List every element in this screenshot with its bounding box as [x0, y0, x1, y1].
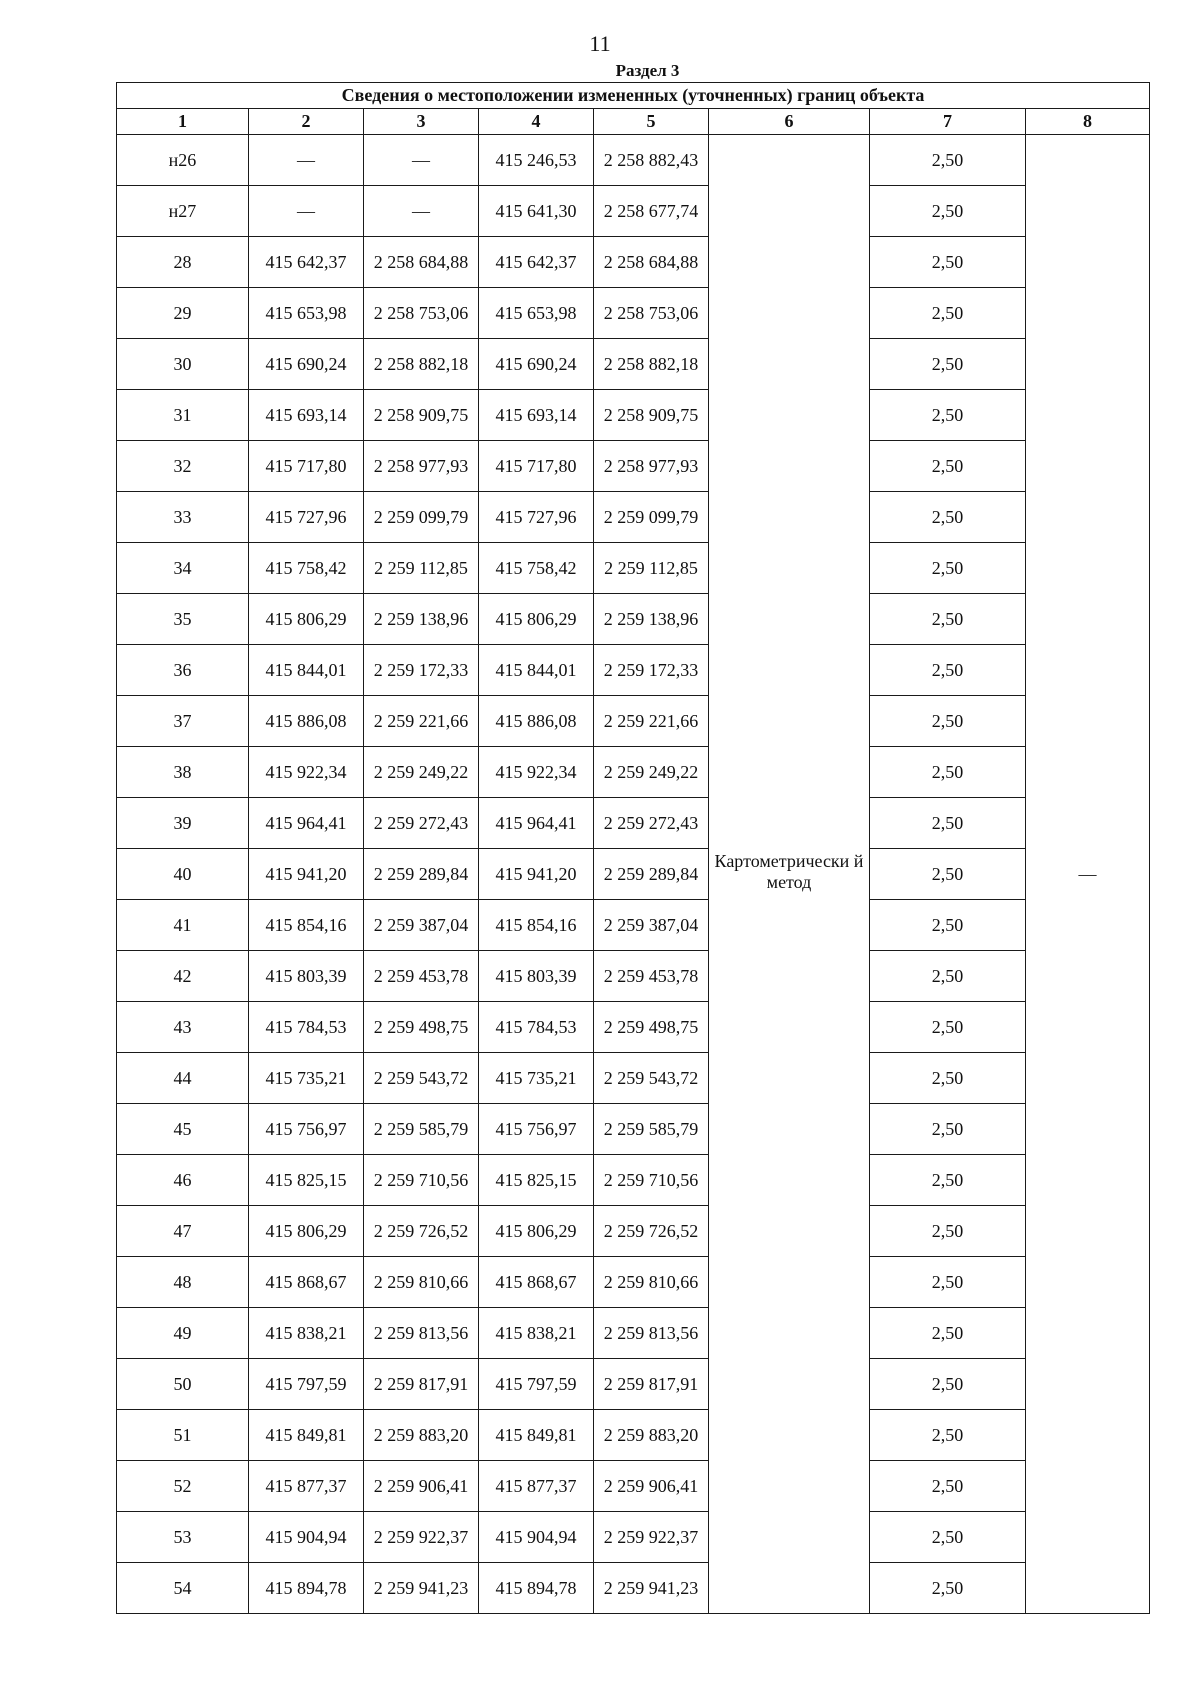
accuracy-cell: 2,50 [870, 1257, 1026, 1308]
accuracy-cell: 2,50 [870, 900, 1026, 951]
x-refined-cell: 415 727,96 [479, 492, 594, 543]
x-existing-cell: 415 904,94 [249, 1512, 364, 1563]
x-existing-cell: 415 806,29 [249, 1206, 364, 1257]
table-row [117, 645, 1150, 696]
x-existing-cell: 415 854,16 [249, 900, 364, 951]
x-existing-cell: 415 868,67 [249, 1257, 364, 1308]
x-existing-cell: 415 756,97 [249, 1104, 364, 1155]
accuracy-cell: 2,50 [870, 339, 1026, 390]
x-refined-cell: 415 756,97 [479, 1104, 594, 1155]
page-number: 11 [589, 31, 611, 56]
x-existing-cell: 415 784,53 [249, 1002, 364, 1053]
y-refined-cell: 2 259 710,56 [594, 1155, 709, 1206]
table-row [117, 1512, 1150, 1563]
y-existing-cell: 2 259 221,66 [364, 696, 479, 747]
y-existing-cell: 2 259 585,79 [364, 1104, 479, 1155]
y-refined-cell: 2 259 272,43 [594, 798, 709, 849]
table-row [117, 1155, 1150, 1206]
x-existing-cell: 415 941,20 [249, 849, 364, 900]
x-refined-cell: 415 693,14 [479, 390, 594, 441]
table-row [117, 1410, 1150, 1461]
y-refined-cell: 2 259 810,66 [594, 1257, 709, 1308]
x-refined-cell: 415 886,08 [479, 696, 594, 747]
y-existing-cell: 2 258 909,75 [364, 390, 479, 441]
x-existing-cell: 415 653,98 [249, 288, 364, 339]
y-existing-cell: 2 258 977,93 [364, 441, 479, 492]
y-existing-cell: 2 259 172,33 [364, 645, 479, 696]
x-existing-cell: 415 825,15 [249, 1155, 364, 1206]
y-refined-cell: 2 258 882,43 [594, 135, 709, 186]
point-number-cell: 28 [117, 237, 249, 288]
y-existing-cell: 2 259 710,56 [364, 1155, 479, 1206]
y-existing-cell: 2 259 813,56 [364, 1308, 479, 1359]
column-number-header: 2 [249, 109, 364, 135]
table-row [117, 1257, 1150, 1308]
table-row [117, 849, 1150, 900]
y-existing-cell: 2 259 112,85 [364, 543, 479, 594]
y-refined-cell: 2 259 585,79 [594, 1104, 709, 1155]
column8-cell: — [1026, 135, 1150, 1614]
table-row [117, 747, 1150, 798]
point-number-cell: 38 [117, 747, 249, 798]
point-number-cell: 41 [117, 900, 249, 951]
accuracy-cell: 2,50 [870, 1410, 1026, 1461]
y-existing-cell: 2 259 922,37 [364, 1512, 479, 1563]
accuracy-cell: 2,50 [870, 594, 1026, 645]
y-refined-cell: 2 258 677,74 [594, 186, 709, 237]
point-number-cell: 33 [117, 492, 249, 543]
column-number-header: 6 [709, 109, 870, 135]
table-row [117, 390, 1150, 441]
x-refined-cell: 415 690,24 [479, 339, 594, 390]
x-refined-cell: 415 797,59 [479, 1359, 594, 1410]
x-existing-cell: 415 693,14 [249, 390, 364, 441]
column-number-header: 7 [870, 109, 1026, 135]
y-existing-cell: 2 259 941,23 [364, 1563, 479, 1614]
point-number-cell: 43 [117, 1002, 249, 1053]
point-number-cell: 47 [117, 1206, 249, 1257]
x-refined-cell: 415 806,29 [479, 1206, 594, 1257]
x-refined-cell: 415 877,37 [479, 1461, 594, 1512]
point-number-cell: 36 [117, 645, 249, 696]
y-refined-cell: 2 259 172,33 [594, 645, 709, 696]
accuracy-cell: 2,50 [870, 1104, 1026, 1155]
table-row [117, 1563, 1150, 1614]
x-refined-cell: 415 964,41 [479, 798, 594, 849]
y-refined-cell: 2 259 922,37 [594, 1512, 709, 1563]
accuracy-cell: 2,50 [870, 1461, 1026, 1512]
x-existing-cell: 415 803,39 [249, 951, 364, 1002]
x-existing-cell: 415 849,81 [249, 1410, 364, 1461]
table-row [117, 1053, 1150, 1104]
point-number-cell: 52 [117, 1461, 249, 1512]
x-refined-cell: 415 941,20 [479, 849, 594, 900]
table-row [117, 492, 1150, 543]
point-number-cell: 51 [117, 1410, 249, 1461]
x-existing-cell: 415 922,34 [249, 747, 364, 798]
y-refined-cell: 2 258 753,06 [594, 288, 709, 339]
accuracy-cell: 2,50 [870, 1512, 1026, 1563]
x-refined-cell: 415 825,15 [479, 1155, 594, 1206]
y-refined-cell: 2 259 906,41 [594, 1461, 709, 1512]
point-number-cell: 32 [117, 441, 249, 492]
y-existing-cell: 2 259 272,43 [364, 798, 479, 849]
y-existing-cell: 2 259 883,20 [364, 1410, 479, 1461]
x-existing-cell: 415 797,59 [249, 1359, 364, 1410]
y-existing-cell: — [364, 135, 479, 186]
x-refined-cell: 415 246,53 [479, 135, 594, 186]
x-existing-cell: 415 806,29 [249, 594, 364, 645]
column-number-header: 5 [594, 109, 709, 135]
point-number-cell: 29 [117, 288, 249, 339]
x-refined-cell: 415 806,29 [479, 594, 594, 645]
y-refined-cell: 2 259 387,04 [594, 900, 709, 951]
x-existing-cell: 415 717,80 [249, 441, 364, 492]
point-number-cell: 40 [117, 849, 249, 900]
table-row [117, 135, 1150, 186]
x-refined-cell: 415 641,30 [479, 186, 594, 237]
column-number-header: 4 [479, 109, 594, 135]
y-refined-cell: 2 259 099,79 [594, 492, 709, 543]
x-existing-cell: 415 886,08 [249, 696, 364, 747]
y-existing-cell: 2 259 543,72 [364, 1053, 479, 1104]
point-number-cell: 49 [117, 1308, 249, 1359]
x-refined-cell: 415 894,78 [479, 1563, 594, 1614]
accuracy-cell: 2,50 [870, 441, 1026, 492]
accuracy-cell: 2,50 [870, 135, 1026, 186]
y-existing-cell: 2 258 684,88 [364, 237, 479, 288]
table-row [117, 186, 1150, 237]
section-title: Раздел 3 [615, 61, 680, 80]
accuracy-cell: 2,50 [870, 390, 1026, 441]
table-row [117, 1308, 1150, 1359]
x-existing-cell: — [249, 186, 364, 237]
accuracy-cell: 2,50 [870, 1053, 1026, 1104]
x-refined-cell: 415 717,80 [479, 441, 594, 492]
column-number-header: 3 [364, 109, 479, 135]
x-refined-cell: 415 735,21 [479, 1053, 594, 1104]
boundary-table [116, 82, 1150, 1614]
y-existing-cell: — [364, 186, 479, 237]
y-refined-cell: 2 259 112,85 [594, 543, 709, 594]
point-number-cell: 31 [117, 390, 249, 441]
y-refined-cell: 2 259 498,75 [594, 1002, 709, 1053]
y-existing-cell: 2 259 726,52 [364, 1206, 479, 1257]
x-existing-cell: 415 894,78 [249, 1563, 364, 1614]
y-existing-cell: 2 259 817,91 [364, 1359, 479, 1410]
table-row [117, 1104, 1150, 1155]
table-row [117, 1206, 1150, 1257]
y-existing-cell: 2 259 387,04 [364, 900, 479, 951]
accuracy-cell: 2,50 [870, 492, 1026, 543]
y-existing-cell: 2 259 498,75 [364, 1002, 479, 1053]
y-existing-cell: 2 259 099,79 [364, 492, 479, 543]
accuracy-cell: 2,50 [870, 288, 1026, 339]
point-number-cell: 45 [117, 1104, 249, 1155]
x-existing-cell: 415 838,21 [249, 1308, 364, 1359]
point-number-cell: 39 [117, 798, 249, 849]
y-existing-cell: 2 259 453,78 [364, 951, 479, 1002]
accuracy-cell: 2,50 [870, 1359, 1026, 1410]
table-row [117, 288, 1150, 339]
x-refined-cell: 415 758,42 [479, 543, 594, 594]
x-existing-cell: 415 727,96 [249, 492, 364, 543]
x-refined-cell: 415 849,81 [479, 1410, 594, 1461]
y-refined-cell: 2 258 684,88 [594, 237, 709, 288]
y-refined-cell: 2 259 138,96 [594, 594, 709, 645]
x-existing-cell: 415 964,41 [249, 798, 364, 849]
point-number-cell: 34 [117, 543, 249, 594]
point-number-cell: 46 [117, 1155, 249, 1206]
x-refined-cell: 415 803,39 [479, 951, 594, 1002]
x-refined-cell: 415 854,16 [479, 900, 594, 951]
y-existing-cell: 2 259 810,66 [364, 1257, 479, 1308]
y-refined-cell: 2 259 817,91 [594, 1359, 709, 1410]
y-existing-cell: 2 259 289,84 [364, 849, 479, 900]
point-number-cell: н26 [117, 135, 249, 186]
table-row [117, 900, 1150, 951]
y-refined-cell: 2 259 543,72 [594, 1053, 709, 1104]
y-existing-cell: 2 258 882,18 [364, 339, 479, 390]
column-number-header: 1 [117, 109, 249, 135]
x-existing-cell: 415 758,42 [249, 543, 364, 594]
accuracy-cell: 2,50 [870, 747, 1026, 798]
x-existing-cell: 415 690,24 [249, 339, 364, 390]
accuracy-cell: 2,50 [870, 1155, 1026, 1206]
accuracy-cell: 2,50 [870, 696, 1026, 747]
accuracy-cell: 2,50 [870, 237, 1026, 288]
y-refined-cell: 2 259 453,78 [594, 951, 709, 1002]
point-number-cell: 50 [117, 1359, 249, 1410]
x-refined-cell: 415 844,01 [479, 645, 594, 696]
x-refined-cell: 415 838,21 [479, 1308, 594, 1359]
point-number-cell: 37 [117, 696, 249, 747]
point-number-cell: 54 [117, 1563, 249, 1614]
x-existing-cell: 415 642,37 [249, 237, 364, 288]
x-refined-cell: 415 904,94 [479, 1512, 594, 1563]
point-number-cell: 48 [117, 1257, 249, 1308]
accuracy-cell: 2,50 [870, 1002, 1026, 1053]
table-caption: Сведения о местоположении измененных (уточненных) границ объекта [117, 83, 1150, 109]
point-number-cell: н27 [117, 186, 249, 237]
accuracy-cell: 2,50 [870, 1563, 1026, 1614]
accuracy-cell: 2,50 [870, 849, 1026, 900]
x-refined-cell: 415 653,98 [479, 288, 594, 339]
point-number-cell: 44 [117, 1053, 249, 1104]
accuracy-cell: 2,50 [870, 951, 1026, 1002]
y-existing-cell: 2 259 138,96 [364, 594, 479, 645]
x-existing-cell: 415 735,21 [249, 1053, 364, 1104]
table-row [117, 696, 1150, 747]
y-refined-cell: 2 258 882,18 [594, 339, 709, 390]
table-row [117, 441, 1150, 492]
y-refined-cell: 2 259 883,20 [594, 1410, 709, 1461]
table-row [117, 594, 1150, 645]
x-refined-cell: 415 784,53 [479, 1002, 594, 1053]
table-row [117, 951, 1150, 1002]
x-existing-cell: 415 844,01 [249, 645, 364, 696]
y-refined-cell: 2 259 726,52 [594, 1206, 709, 1257]
accuracy-cell: 2,50 [870, 186, 1026, 237]
y-refined-cell: 2 259 221,66 [594, 696, 709, 747]
x-existing-cell: 415 877,37 [249, 1461, 364, 1512]
y-refined-cell: 2 259 941,23 [594, 1563, 709, 1614]
y-refined-cell: 2 259 289,84 [594, 849, 709, 900]
y-refined-cell: 2 258 909,75 [594, 390, 709, 441]
table-row [117, 1461, 1150, 1512]
accuracy-cell: 2,50 [870, 1206, 1026, 1257]
accuracy-cell: 2,50 [870, 1308, 1026, 1359]
x-refined-cell: 415 642,37 [479, 237, 594, 288]
table-row [117, 1359, 1150, 1410]
table-row [117, 339, 1150, 390]
point-number-cell: 53 [117, 1512, 249, 1563]
table-row [117, 237, 1150, 288]
y-refined-cell: 2 259 249,22 [594, 747, 709, 798]
method-cell: Картометрически й метод [709, 135, 870, 1614]
x-refined-cell: 415 868,67 [479, 1257, 594, 1308]
table-row [117, 798, 1150, 849]
table-body [117, 135, 1150, 1614]
point-number-cell: 30 [117, 339, 249, 390]
column-number-header: 8 [1026, 109, 1150, 135]
table-row [117, 1002, 1150, 1053]
y-refined-cell: 2 258 977,93 [594, 441, 709, 492]
x-refined-cell: 415 922,34 [479, 747, 594, 798]
point-number-cell: 35 [117, 594, 249, 645]
accuracy-cell: 2,50 [870, 798, 1026, 849]
y-existing-cell: 2 259 906,41 [364, 1461, 479, 1512]
y-existing-cell: 2 258 753,06 [364, 288, 479, 339]
accuracy-cell: 2,50 [870, 645, 1026, 696]
y-existing-cell: 2 259 249,22 [364, 747, 479, 798]
accuracy-cell: 2,50 [870, 543, 1026, 594]
y-refined-cell: 2 259 813,56 [594, 1308, 709, 1359]
x-existing-cell: — [249, 135, 364, 186]
point-number-cell: 42 [117, 951, 249, 1002]
table-row [117, 543, 1150, 594]
